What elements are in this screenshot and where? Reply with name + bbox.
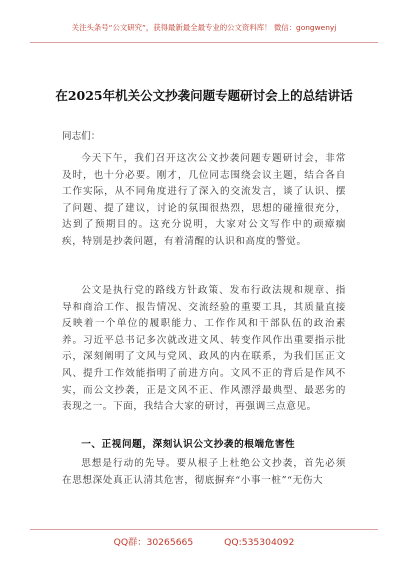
footer-qq-group: QQ群：30265665 [113, 537, 194, 548]
salutation: 同志们： [62, 131, 101, 142]
footer-divider [30, 529, 378, 530]
header-banner: 关注头条号“公文研究”，获得最新最全最专业的公文资料库！ 微信：gongwenyj [71, 23, 337, 32]
footer-qq-number: QQ:535304092 [224, 537, 295, 548]
body-paragraph-1: 今天下午，我们召开这次公文抄袭问题专题研讨会，非常及时，也十分必要。刚才，几位同志围绕会议主题，结合各自工作实际，从不同角度进行了深入的交流发言，谈了认识、摆了问题、提了建议，讨论的氛围很热烈，思想的碰撞很充分，达到了预期目的。这充分说明，大家对公文写作中的顽瘴痼疾，特别是抄袭问题，有着清醒的认识和高度的警觉。 [62, 153, 346, 247]
section-heading-1: 一、正视问题，深刻认识公文抄袭的根端危害性 [81, 439, 296, 450]
header-divider [30, 42, 378, 43]
body-paragraph-3: 思想是行动的先导。要从根子上杜绝公文抄袭，首先必须在思想深处真正认清其危害，彻底摒弃“小事一桩”“无伤大 [62, 458, 346, 486]
body-paragraph-2: 公文是执行党的路线方针政策、发布行政法规和规章、指导和商洽工作、报告情况、交流经验的重要工具，其质量直接反映着一个单位的履职能力、工作作风和干部队伍的政治素养。习近平总书记多次就改进文风、转变作风作出重要指示批示，深刻阐明了文风与党风、政风的内在联系，为我们匡正文风、提升工作效能指明了前进方向。文风不正的背后是作风不实，而公文抄袭，正是文风不正、作风漂浮最典型、最恶劣的表现之一。下面，我结合大家的研讨，再强调三点意见。 [62, 285, 346, 413]
document-title: 在2025年机关公文抄袭问题专题研讨会上的总结讲话 [55, 88, 353, 103]
footer-contacts [0, 534, 408, 548]
